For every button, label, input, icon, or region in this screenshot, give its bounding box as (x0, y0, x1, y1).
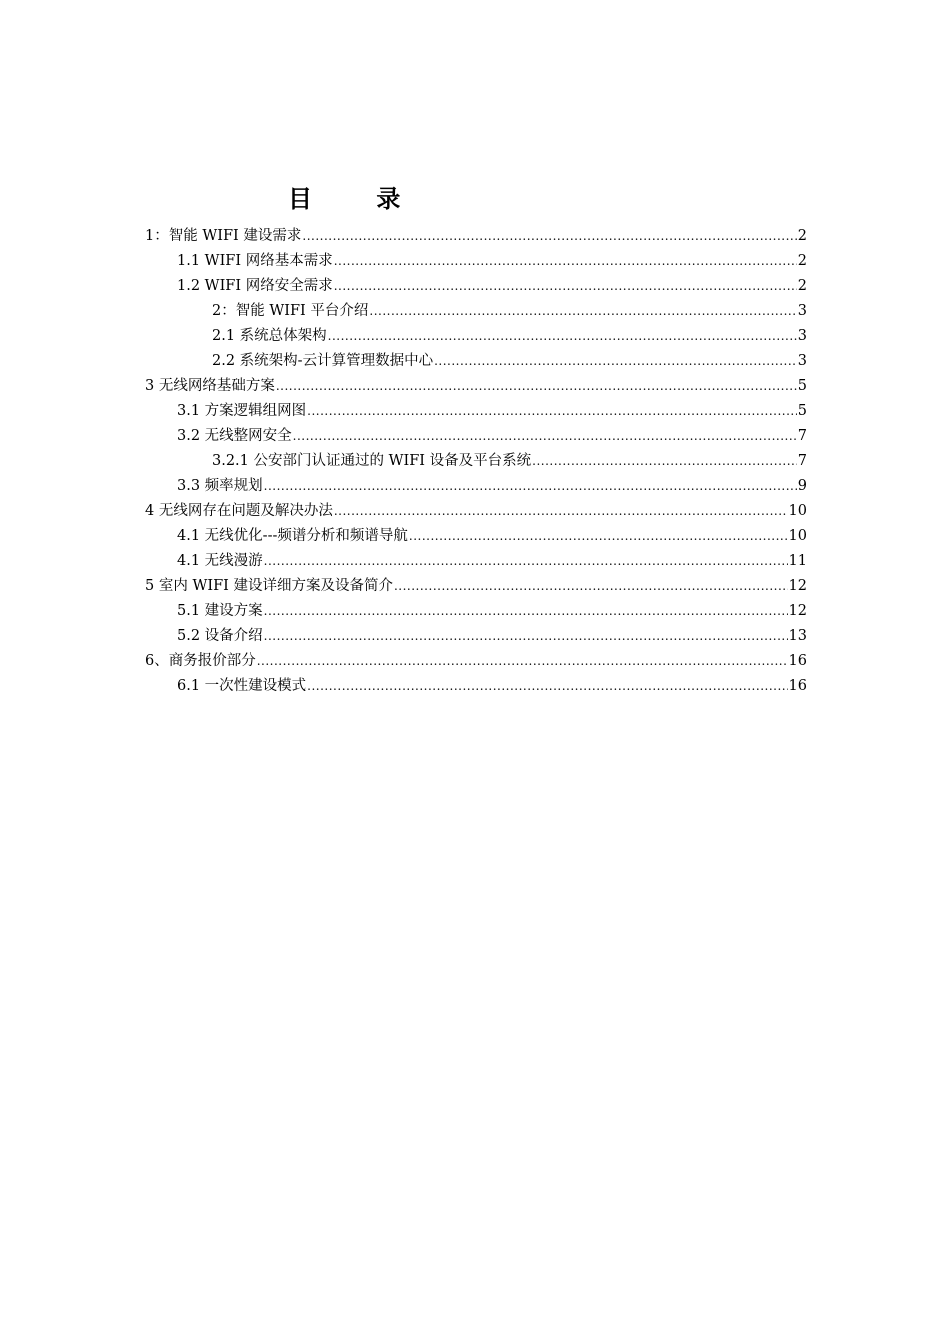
toc-page-number: 16 (788, 678, 807, 694)
toc-entry[interactable] (212, 349, 807, 374)
table-of-contents (0, 224, 950, 699)
toc-entry-text: 3.2.1 公安部门认证通过的 WIFI 设备及平台系统 (212, 453, 532, 469)
toc-page-number: 7 (797, 428, 807, 444)
toc-dot-leader (434, 349, 797, 374)
toc-page-number: 9 (797, 478, 807, 494)
toc-entry[interactable] (212, 449, 807, 474)
toc-entry-text: 1.2 WIFI 网络安全需求 (177, 278, 333, 294)
toc-page-number: 10 (788, 503, 807, 519)
toc-entry-text: 5.1 建设方案 (177, 603, 263, 619)
toc-page-number: 2 (797, 278, 807, 294)
toc-dot-leader (264, 549, 788, 574)
toc-entry-text: 2：智能 WIFI 平台介绍 (212, 303, 369, 319)
toc-dot-leader (276, 374, 797, 399)
toc-page-number: 2 (797, 253, 807, 269)
toc-page-number: 13 (788, 628, 807, 644)
toc-page-number: 5 (797, 403, 807, 419)
toc-dot-leader (334, 274, 797, 299)
toc-dot-leader (307, 399, 797, 424)
toc-page-number: 3 (797, 328, 807, 344)
toc-page-number: 12 (788, 578, 807, 594)
toc-dot-leader (302, 224, 796, 249)
toc-dot-leader (369, 299, 796, 324)
toc-page-number: 12 (788, 603, 807, 619)
toc-page-number: 7 (797, 453, 807, 469)
toc-entry[interactable] (212, 299, 807, 324)
toc-page-number: 11 (788, 553, 807, 569)
toc-dot-leader (409, 524, 788, 549)
toc-entry-text: 5.2 设备介绍 (177, 628, 263, 644)
toc-entry-text: 5 室内 WIFI 建设详细方案及设备简介 (145, 578, 393, 594)
toc-entry[interactable] (177, 524, 807, 549)
toc-dot-leader (264, 474, 797, 499)
toc-entry[interactable] (145, 374, 807, 399)
toc-entry-text: 1.1 WIFI 网络基本需求 (177, 253, 333, 269)
toc-page-number: 10 (788, 528, 807, 544)
toc-entry[interactable] (145, 224, 807, 249)
toc-entry[interactable] (177, 599, 807, 624)
toc-entry-text: 3.3 频率规划 (177, 478, 263, 494)
toc-dot-leader (334, 249, 797, 274)
toc-entry[interactable] (177, 474, 807, 499)
toc-dot-leader (334, 499, 788, 524)
toc-title: 目 录 (288, 185, 429, 213)
toc-page-number: 16 (788, 653, 807, 669)
toc-entry-text: 3 无线网络基础方案 (145, 378, 275, 394)
toc-entry[interactable] (177, 624, 807, 649)
toc-page-number: 5 (797, 378, 807, 394)
toc-page-number: 3 (797, 303, 807, 319)
toc-entry[interactable] (145, 649, 807, 674)
toc-entry-text: 3.2 无线整网安全 (177, 428, 292, 444)
toc-dot-leader (394, 574, 788, 599)
toc-entry[interactable] (177, 274, 807, 299)
toc-entry[interactable] (177, 424, 807, 449)
toc-dot-leader (257, 649, 788, 674)
toc-dot-leader (264, 624, 788, 649)
toc-dot-leader (264, 599, 788, 624)
toc-dot-leader (532, 449, 797, 474)
toc-entry-text: 4.1 无线漫游 (177, 553, 263, 569)
toc-entry[interactable] (212, 324, 807, 349)
toc-entry[interactable] (177, 674, 807, 699)
toc-entry-text: 3.1 方案逻辑组网图 (177, 403, 307, 419)
toc-entry-text: 4 无线网存在问题及解决办法 (145, 503, 333, 519)
toc-dot-leader (293, 424, 797, 449)
toc-entry[interactable] (177, 549, 807, 574)
toc-page-number: 3 (797, 353, 807, 369)
toc-entry[interactable] (145, 499, 807, 524)
toc-dot-leader (307, 674, 787, 699)
toc-entry-text: 2.2 系统架构-云计算管理数据中心 (212, 353, 434, 369)
toc-entry[interactable] (177, 399, 807, 424)
toc-entry-text: 1：智能 WIFI 建设需求 (145, 228, 302, 244)
toc-entry-text: 2.1 系统总体架构 (212, 328, 327, 344)
toc-entry-text: 6.1 一次性建设模式 (177, 678, 307, 694)
toc-entry-text: 6、商务报价部分 (145, 653, 256, 669)
toc-page-number: 2 (797, 228, 807, 244)
toc-entry[interactable] (177, 249, 807, 274)
toc-entry-text: 4.1 无线优化---频谱分析和频谱导航 (177, 528, 408, 544)
toc-dot-leader (328, 324, 797, 349)
toc-entry[interactable] (145, 574, 807, 599)
